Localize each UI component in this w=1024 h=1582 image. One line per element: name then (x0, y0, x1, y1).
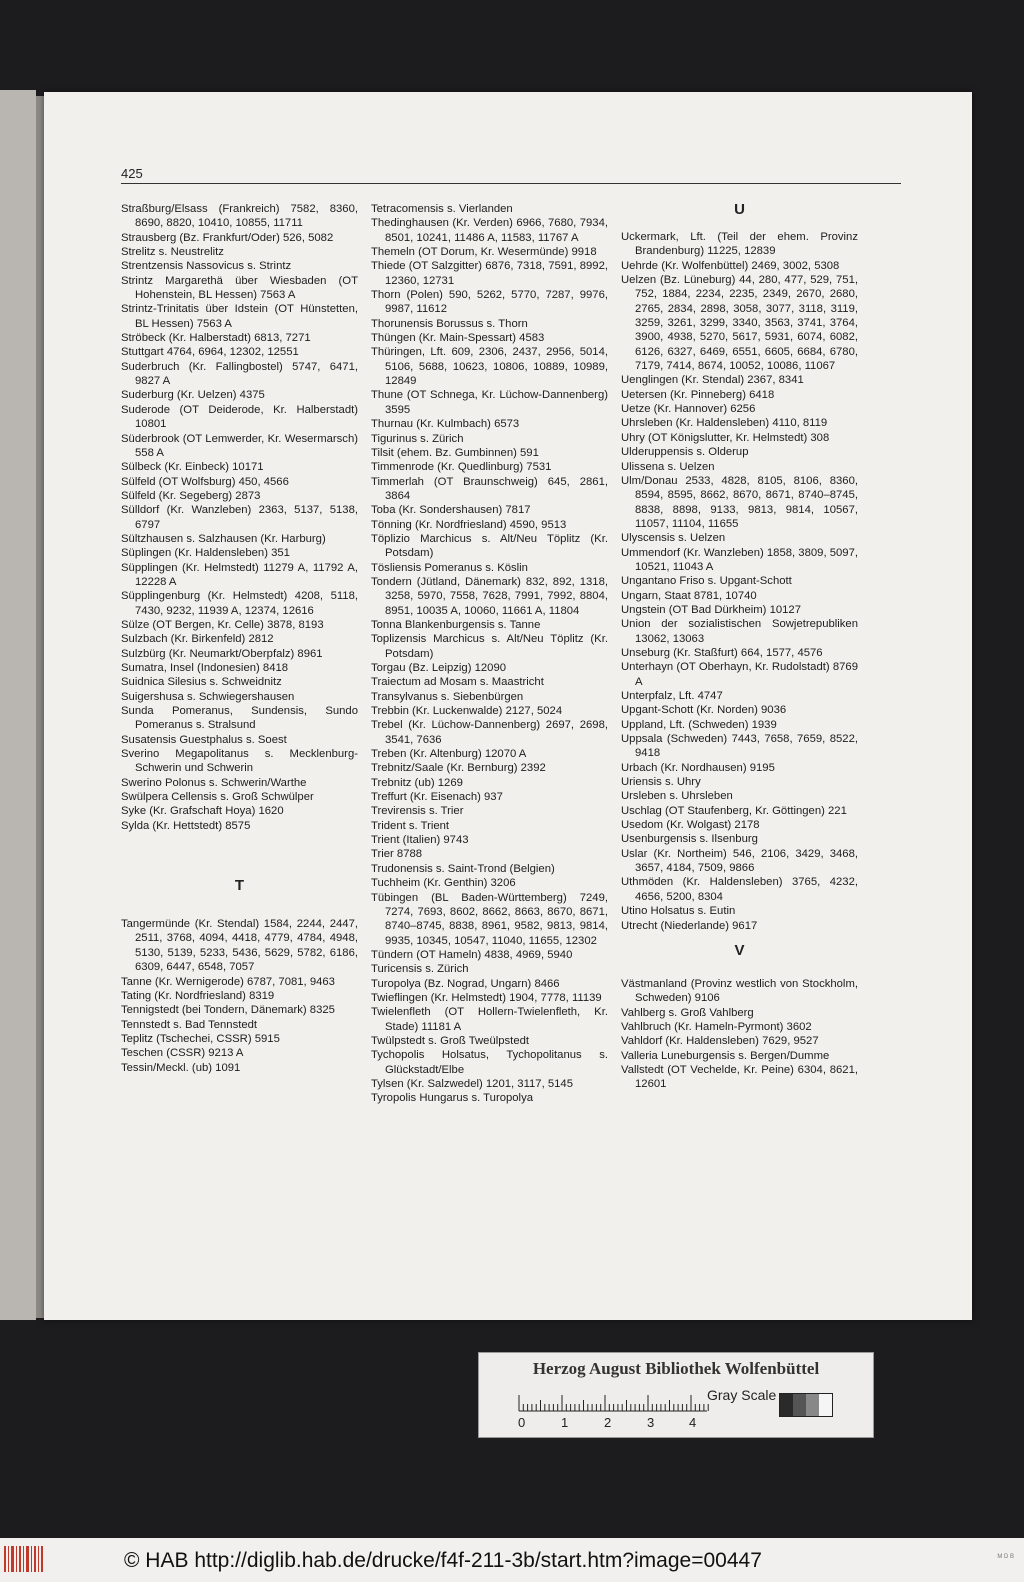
index-entry: Ursleben s. Uhrsleben (621, 790, 733, 803)
section-letter: U (734, 201, 745, 218)
index-entry: Thorunensis Borussus s. Thorn (371, 317, 528, 330)
index-entry: Sulzbach (Kr. Birkenfeld) 2812 (121, 633, 274, 646)
index-entry: Swülpera Cellensis s. Groß Schwülper (121, 791, 314, 804)
index-entry: Tylsen (Kr. Salzwedel) 1201, 3117, 5145 (371, 1077, 574, 1090)
index-entry: Tonna Blankenburgensis s. Tanne (371, 618, 541, 631)
page-number: 425 (121, 166, 143, 181)
gray-scale-swatches (779, 1393, 833, 1417)
index-entry: Uetersen (Kr. Pinneberg) 6418 (621, 388, 775, 401)
index-entry: Uhrsleben (Kr. Haldensleben) 4110, 8119 (621, 417, 828, 430)
index-entry: Ulyscensis s. Uelzen (621, 532, 726, 545)
index-entry: Trebbin (Kr. Luckenwalde) 2127, 5024 (371, 705, 563, 718)
index-entry: Süplingen (Kr. Haldensleben) 351 (121, 547, 290, 560)
index-column-1 (121, 202, 358, 1075)
index-entry: Strentzensis Nassovicus s. Strintz (121, 260, 292, 273)
index-entry: Suderbruch (Kr. Fallingbostel) 5747, 6471, 9827 A (121, 360, 358, 388)
index-entry: Uckermark, Lft. (Teil der ehem. Provinz Brandenburg) 11225, 12839 (621, 231, 858, 258)
index-entry: Unterpfalz, Lft. 4747 (621, 690, 723, 702)
index-entry: Vahldorf (Kr. Haldensleben) 7629, 9527 (621, 1035, 819, 1048)
index-entry: Thedinghausen (Kr. Verden) 6966, 7680, 7934, 8501, 10241, 11486 A, 11583, 11767 A (371, 217, 608, 244)
index-entry: Thüngen (Kr. Main-Spessart) 4583 (371, 332, 545, 345)
index-entry: Teplitz (Tschechei, CSSR) 5915 (121, 1032, 280, 1045)
index-entry: Straßburg/Elsass (Frankreich) 7582, 8360, 8690, 8820, 10410, 10855, 11711 (121, 203, 358, 230)
previous-page-edge (0, 90, 36, 1320)
index-entry: Tönning (Kr. Nordfriesland) 4590, 9513 (371, 518, 567, 531)
index-entry: Usenburgensis s. Ilsenburg (621, 833, 758, 846)
index-entry: Uppland, Lft. (Schweden) 1939 (621, 718, 777, 731)
index-entry: Tychopolis Holsatus, Tychopolitanus s. Glückstadt/Elbe (371, 1049, 608, 1076)
index-entry: Süpplingen (Kr. Helmstedt) 11279 A, 11792 A, 12228 A (121, 561, 358, 588)
index-entry: Turicensis s. Zürich (371, 963, 469, 976)
index-entry: Union der sozialistischen Sowjetrepubliken 13062, 13063 (621, 618, 858, 645)
index-entry: Treffurt (Kr. Eisenach) 937 (371, 791, 503, 804)
index-entry: Sülze (OT Bergen, Kr. Celle) 3878, 8193 (121, 618, 324, 631)
index-entry: Uschlag (OT Staufenberg, Kr. Göttingen) 221 (621, 804, 847, 817)
footer-bar (0, 1538, 1024, 1582)
index-entry: Themeln (OT Dorum, Kr. Wesermünde) 9918 (371, 246, 597, 259)
index-entry: Swerino Polonus s. Schwerin/Warthe (121, 776, 307, 789)
index-entry: Utrecht (Niederlande) 9617 (621, 919, 758, 932)
index-entry: Susatensis Guestphalus s. Soest (121, 733, 287, 746)
index-entry: Suderode (OT Deiderode, Kr. Halberstadt) 10801 (121, 403, 358, 431)
index-entry: Trudonensis s. Saint-Trond (Belgien) (371, 862, 555, 875)
index-entry: Sumatra, Insel (Indonesien) 8418 (121, 662, 289, 674)
index-entry: Uthmöden (Kr. Haldensleben) 3765, 4232, 4656, 5200, 8304 (621, 876, 858, 903)
index-entry: Thorn (Polen) 590, 5262, 5770, 7287, 9976, 9987, 11612 (371, 289, 608, 316)
index-entry: Tigurinus s. Zürich (371, 432, 464, 445)
footer-mark: M D B (997, 1554, 1014, 1560)
index-entry: Traiectum ad Mosam s. Maastricht (371, 676, 544, 689)
index-entry: Toplizensis Marchicus s. Alt/Neu Töplitz (Kr. Potsdam) (371, 633, 608, 660)
index-entry: Twielenfleth (OT Hollern-Twielenfleth, Kr. Stade) 11181 A (371, 1006, 608, 1033)
index-entry: Trient (Italien) 9743 (371, 834, 469, 847)
index-entry: Trebnitz/Saale (Kr. Bernburg) 2392 (371, 762, 546, 775)
index-entry: Ungantano Friso s. Upgant-Schott (621, 575, 792, 588)
index-entry: Suidnica Silesius s. Schweidnitz (121, 676, 282, 689)
index-entry: Turopolya (Bz. Nograd, Ungarn) 8466 (371, 977, 560, 990)
index-entry: Urbach (Kr. Nordhausen) 9195 (621, 761, 775, 774)
index-column-3 (621, 202, 858, 1092)
index-entry: Ulm/Donau 2533, 4828, 8105, 8106, 8360, 8594, 8595, 8662, 8670, 8671, 8740–8745, 8838, 8898, 9133, 9813, 9814, 10567, 11057, 11104, 11655 (621, 474, 858, 530)
index-entry: Strintz Margarethä über Wiesbaden (OT Hohenstein, BL Hessen) 7563 A (121, 274, 358, 302)
index-entry: Vallstedt (OT Vechelde, Kr. Peine) 6304, 8621, 12601 (621, 1063, 858, 1091)
index-entry: Uelzen (Bz. Lüneburg) 44, 280, 477, 529, 751, 752, 1884, 2234, 2235, 2349, 2670, 2680, 2765, 2834, 2898, 3058, 3077, 3118, 3119, 3259, 3261, 3299, 3340, 3563, 3741, 3764, 3900, 4938, 5270, 5617, 5931, 6074, 6082, 6126, 6327, 6469, 6551, 6605, 6684, 6780, 7179, 7414, 8674, 10052, 10086, 11067 (621, 274, 858, 373)
index-entry: Tessin/Meckl. (ub) 1091 (121, 1061, 241, 1074)
index-entry: Toba (Kr. Sondershausen) 7817 (371, 504, 531, 517)
index-entry: Teschen (CSSR) 9213 A (121, 1047, 244, 1060)
ruler-scale (517, 1387, 727, 1417)
index-entry: Treben (Kr. Altenburg) 12070 A (371, 748, 527, 761)
index-entry: Sülbeck (Kr. Einbeck) 10171 (121, 461, 264, 474)
index-entry: Ströbeck (Kr. Halberstadt) 6813, 7271 (121, 332, 311, 345)
index-entry: Uppsala (Schweden) 7443, 7658, 7659, 8522, 9418 (621, 733, 858, 760)
library-name: Herzog August Bibliothek Wolfenbüttel (532, 1359, 820, 1378)
index-entry: Vahlberg s. Groß Vahlberg (621, 1006, 754, 1019)
index-entry: Tyropolis Hungarus s. Turopolya (371, 1092, 534, 1105)
header-rule (121, 183, 901, 184)
copyright-url[interactable]: © HAB http://diglib.hab.de/drucke/f4f-211-3b/start.htm?image=00447 (124, 1549, 762, 1572)
index-entry: Thüringen, Lft. 609, 2306, 2437, 2956, 5014, 5106, 5688, 10623, 10806, 10889, 10989, 12849 (371, 346, 608, 388)
index-entry: Ummendorf (Kr. Wanzleben) 1858, 3809, 5097, 10521, 11043 A (621, 546, 858, 573)
index-entry: Tündern (OT Hameln) 4838, 4969, 5940 (371, 948, 573, 961)
index-entry: Uenglingen (Kr. Stendal) 2367, 8341 (621, 374, 804, 387)
index-entry: Süpplingenburg (Kr. Helmstedt) 4208, 5118, 7430, 9232, 11939 A, 12374, 12616 (121, 590, 358, 617)
index-entry: Sunda Pomeranus, Sundensis, Sundo Pomeranus s. Stralsund (121, 705, 358, 732)
index-entry: Strelitz s. Neustrelitz (121, 246, 224, 259)
index-entry: Suderburg (Kr. Uelzen) 4375 (121, 389, 265, 402)
barcode-logo (2, 1542, 46, 1576)
index-entry: Unseburg (Kr. Staßfurt) 664, 1577, 4576 (621, 646, 823, 659)
index-entry: Tösliensis Pomeranus s. Köslin (371, 561, 528, 574)
index-entry: Tennstedt s. Bad Tennstedt (121, 1018, 258, 1031)
index-entry: Ulderuppensis s. Olderup (621, 446, 749, 459)
index-entry: Sverino Megapolitanus s. Mecklenburg-Schwerin und Schwerin (121, 748, 358, 775)
index-entry: Sülfeld (OT Wolfsburg) 450, 4566 (121, 475, 289, 488)
scale-number: 3 (647, 1415, 655, 1430)
index-entry: Ungarn, Staat 8781, 10740 (621, 589, 757, 602)
index-entry: Sylda (Kr. Hettstedt) 8575 (121, 819, 251, 832)
index-entry: Ungstein (OT Bad Dürkheim) 10127 (621, 603, 801, 616)
book-gutter (36, 96, 44, 1318)
index-entry: Süderbrook (OT Lemwerder, Kr. Wesermarsch) 558 A (121, 432, 358, 459)
index-entry: Töplizio Marchicus s. Alt/Neu Töplitz (Kr. Potsdam) (371, 532, 608, 560)
index-entry: Thurnau (Kr. Kulmbach) 6573 (371, 418, 520, 431)
index-entry: Sulzbürg (Kr. Neumarkt/Oberpfalz) 8961 (121, 647, 323, 660)
index-entry: Stuttgart 4764, 6964, 12302, 12551 (121, 346, 299, 359)
index-entry: Uhry (OT Königslutter, Kr. Helmstedt) 308 (621, 431, 830, 444)
scale-number: 1 (561, 1415, 569, 1430)
index-entry: Ulissena s. Uelzen (621, 460, 715, 473)
index-entry: Uetze (Kr. Hannover) 6256 (621, 403, 756, 416)
index-entry: Strausberg (Bz. Frankfurt/Oder) 526, 5082 (121, 231, 334, 244)
index-entry: Strintz-Trinitatis über Idstein (OT Hünstetten, BL Hessen) 7563 A (121, 303, 358, 330)
section-letter: V (734, 941, 745, 959)
index-entry: Torgau (Bz. Leipzig) 12090 (371, 662, 507, 674)
index-entry: Twülpstedt s. Groß Tweülpstedt (371, 1034, 530, 1047)
index-entry: Tuchheim (Kr. Genthin) 3206 (371, 877, 516, 890)
index-entry: Vahlbruch (Kr. Hameln-Pyrmont) 3602 (621, 1020, 812, 1033)
index-entry: Trebel (Kr. Lüchow-Dannenberg) 2697, 2698, 3541, 7636 (371, 719, 608, 746)
index-entry: Trebnitz (ub) 1269 (371, 776, 463, 789)
index-entry: Uehrde (Kr. Wolfenbüttel) 2469, 3002, 5308 (621, 259, 840, 272)
index-entry: Tennigstedt (bei Tondern, Dänemark) 8325 (121, 1004, 335, 1017)
index-entry: Uslar (Kr. Northeim) 546, 2106, 3429, 3468, 3657, 4184, 7509, 9866 (621, 847, 858, 875)
index-entry: Tating (Kr. Nordfriesland) 8319 (121, 989, 275, 1002)
index-entry: Syke (Kr. Grafschaft Hoya) 1620 (121, 805, 284, 818)
index-entry: Timmenrode (Kr. Quedlinburg) 7531 (371, 461, 552, 474)
index-entry: Tetracomensis s. Vierlanden (371, 203, 513, 215)
index-entry: Tilsit (ehem. Bz. Gumbinnen) 591 (371, 446, 539, 459)
index-entry: Transylvanus s. Siebenbürgen (371, 690, 524, 703)
index-column-2 (371, 202, 608, 1106)
index-entry: Sülfeld (Kr. Segeberg) 2873 (121, 489, 261, 502)
scale-number: 0 (518, 1415, 526, 1430)
index-entry: Tondern (Jütland, Dänemark) 832, 892, 1318, 3258, 5970, 7558, 7628, 7991, 7992, 8804, 8951, 10035 A, 10060, 11661 A, 11804 (371, 575, 608, 617)
index-entry: Trier 8788 (371, 848, 423, 861)
scale-number: 4 (689, 1415, 697, 1430)
index-entry: Tangermünde (Kr. Stendal) 1584, 2244, 2447, 2511, 3768, 4094, 4418, 4779, 4784, 4948, 5130, 5139, 5233, 5436, 5629, 5782, 6186, 6309, 6447, 6548, 7057 (121, 918, 358, 974)
index-entry: Trevirensis s. Trier (371, 805, 464, 818)
index-entry: Tübingen (BL Baden-Württemberg) 7249, 7274, 7693, 8602, 8662, 8663, 8670, 8671, 8740–8745, 8838, 8961, 9582, 9813, 9814, 9935, 10345, 10547, 11040, 11655, 12302 (371, 891, 608, 947)
library-color-scale-stamp (478, 1352, 874, 1438)
index-entry: Thune (OT Schnega, Kr. Lüchow-Dannenberg) 3595 (371, 389, 608, 416)
section-gap (121, 833, 358, 871)
index-entry: Usedom (Kr. Wolgast) 2178 (621, 819, 760, 832)
index-entry: Unterhayn (OT Oberhayn, Kr. Rudolstadt) 8769 A (621, 661, 858, 688)
index-entry: Twieflingen (Kr. Helmstedt) 1904, 7778, 11139 (371, 991, 602, 1004)
index-entry: Sülldorf (Kr. Wanzleben) 2363, 5137, 5138, 6797 (121, 504, 358, 531)
index-entry: Västmanland (Provinz westlich von Stockholm, Schweden) 9106 (621, 977, 858, 1005)
index-entry: Tanne (Kr. Wernigerode) 6787, 7081, 9463 (121, 975, 335, 988)
index-entry: Uriensis s. Uhry (621, 776, 701, 789)
index-entry: Valleria Luneburgensis s. Bergen/Dumme (621, 1049, 830, 1062)
index-entry: Trident s. Trient (371, 819, 450, 832)
book-page (44, 92, 972, 1320)
index-entry: Utino Holsatus s. Eutin (621, 905, 736, 918)
index-entry: Timmerlah (OT Braunschweig) 645, 2861, 3864 (371, 475, 608, 502)
index-entry: Thiede (OT Salzgitter) 6876, 7318, 7591, 8992, 12360, 12731 (371, 260, 608, 287)
scale-number: 2 (604, 1415, 612, 1430)
index-entry: Upgant-Schott (Kr. Norden) 9036 (621, 704, 787, 717)
gray-scale-label: Gray Scale (707, 1387, 777, 1403)
index-entry: Suigershusa s. Schwiegershausen (121, 690, 295, 703)
index-entry: Sültzhausen s. Salzhausen (Kr. Harburg) (121, 532, 326, 545)
section-letter: T (234, 877, 245, 895)
